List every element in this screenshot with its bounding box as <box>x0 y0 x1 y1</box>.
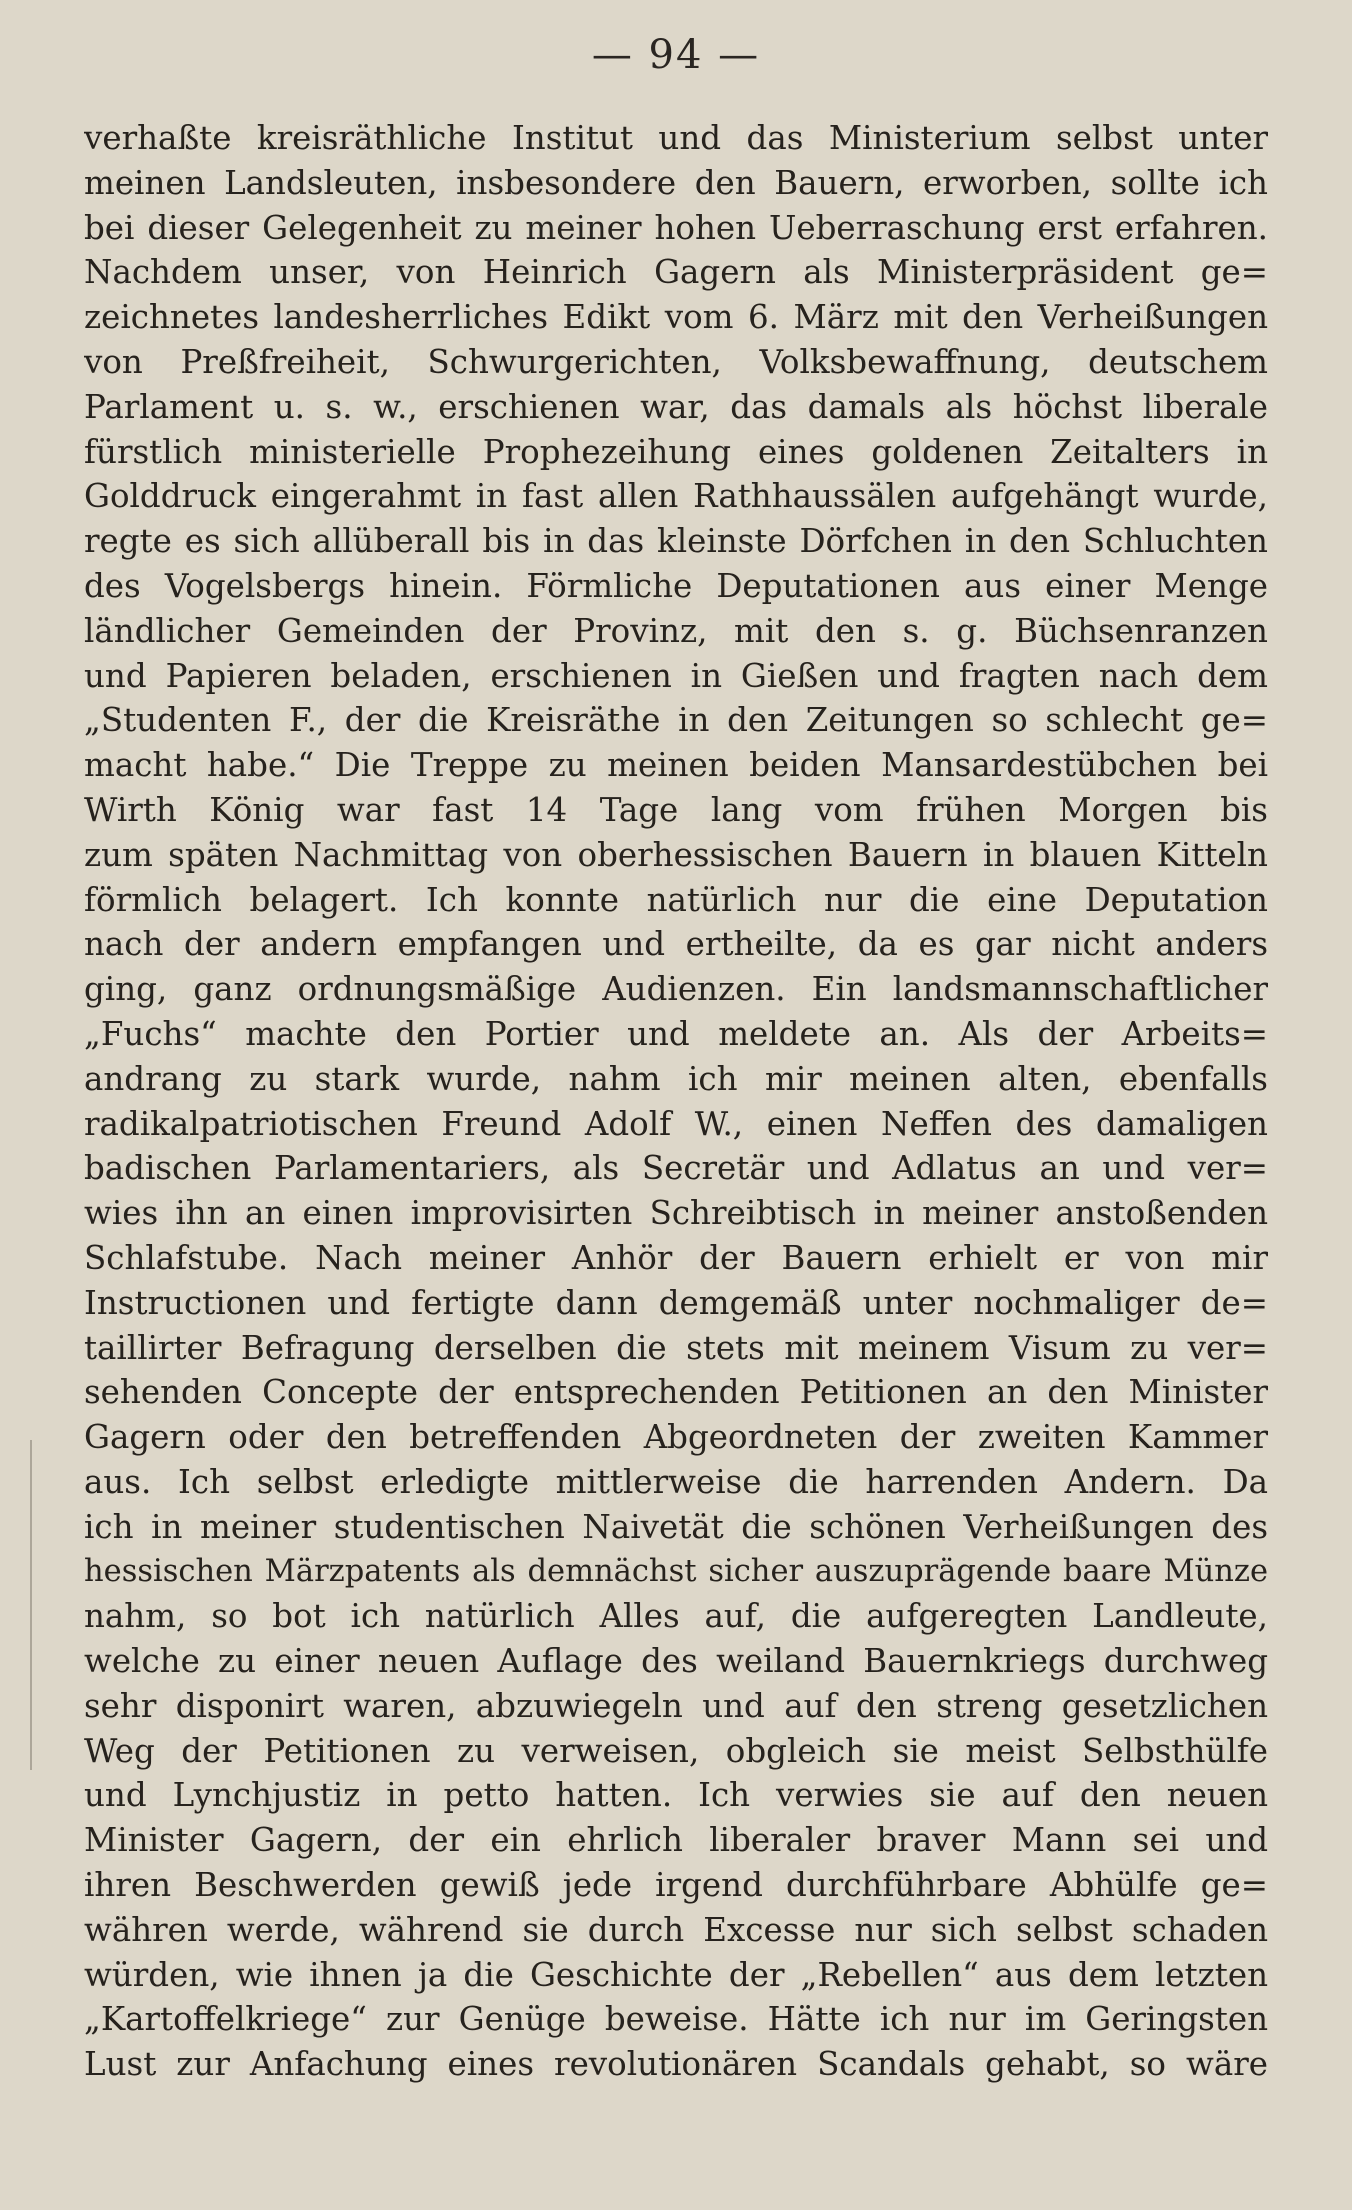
text-line: zum späten Nachmittag von oberhessischen Bauern in blauen Kitteln <box>84 835 1268 874</box>
text-line: „Kartoffelkriege“ zur Genüge beweise. Hätte ich nur im Geringsten <box>84 2000 1268 2039</box>
text-line: nach der andern empfangen und ertheilte, da es gar nicht anders <box>84 925 1268 964</box>
text-line: Nachdem unser, von Heinrich Gagern als Ministerpräsident ge= <box>84 253 1268 292</box>
text-line: macht habe.“ Die Treppe zu meinen beiden Mansardestübchen bei <box>84 746 1268 785</box>
text-line: taillirter Befragung derselben die stets mit meinem Visum zu ver= <box>84 1328 1268 1367</box>
text-line: hessischen Märzpatents als demnächst sicher auszuprägende baare Münze <box>84 1553 1268 1589</box>
text-line: badischen Parlamentariers, als Secretär und Adlatus an und ver= <box>84 1149 1268 1188</box>
text-line: radikalpatriotischen Freund Adolf W., einen Neffen des damaligen <box>84 1104 1268 1143</box>
page-number: — 94 — <box>591 32 761 78</box>
text-line: zeichnetes landesherrliches Edikt vom 6. März mit den Verheißungen <box>84 298 1268 337</box>
text-line: Parlament u. s. w., erschienen war, das damals als höchst liberale <box>84 387 1268 426</box>
text-line: Instructionen und fertigte dann demgemäß unter nochmaliger de= <box>84 1283 1268 1322</box>
text-line: regte es sich allüberall bis in das kleinste Dörfchen in den Schluchten <box>84 522 1268 561</box>
text-line: Gagern oder den betreffenden Abgeordneten der zweiten Kammer <box>84 1418 1268 1457</box>
text-line: welche zu einer neuen Auflage des weiland Bauernkriegs durchweg <box>84 1642 1268 1681</box>
text-line: ich in meiner studentischen Naivetät die schönen Verheißungen des <box>84 1507 1268 1546</box>
text-line: von Preßfreiheit, Schwurgerichten, Volksbewaffnung, deutschem <box>84 342 1268 381</box>
text-line: Weg der Petitionen zu verweisen, obgleich sie meist Selbsthülfe <box>84 1731 1268 1770</box>
text-line: sehenden Concepte der entsprechenden Petitionen an den Minister <box>84 1373 1268 1412</box>
text-line: verhaßte kreisräthliche Institut und das Ministerium selbst unter <box>84 119 1268 157</box>
text-line: „Fuchs“ machte den Portier und meldete an. Als der Arbeits= <box>84 1014 1268 1053</box>
text-line: ländlicher Gemeinden der Provinz, mit den s. g. Büchsenranzen <box>84 611 1268 650</box>
text-line: ihren Beschwerden gewiß jede irgend durchführbare Abhülfe ge= <box>84 1866 1268 1905</box>
margin-pencil-mark <box>30 1440 32 1770</box>
text-line: ging, ganz ordnungsmäßige Audienzen. Ein landsmannschaftlicher <box>84 970 1268 1009</box>
text-line: und Papieren beladen, erschienen in Gießen und fragten nach dem <box>84 656 1268 695</box>
text-line: Wirth König war fast 14 Tage lang vom frühen Morgen bis <box>84 790 1268 829</box>
text-line: bei dieser Gelegenheit zu meiner hohen Ueberraschung erst erfahren. <box>84 208 1268 247</box>
text-line: Schlafstube. Nach meiner Anhör der Bauern erhielt er von mir <box>84 1238 1268 1277</box>
text-line: Golddruck eingerahmt in fast allen Rathhaussälen aufgehängt wurde, <box>84 477 1268 516</box>
text-line: nahm, so bot ich natürlich Alles auf, die aufgeregten Landleute, <box>84 1597 1268 1636</box>
text-line: wies ihn an einen improvisirten Schreibtisch in meiner anstoßenden <box>84 1194 1268 1233</box>
text-line: „Studenten F., der die Kreisräthe in den Zeitungen so schlecht ge= <box>84 701 1268 740</box>
text-line: und Lynchjustiz in petto hatten. Ich verwies sie auf den neuen <box>84 1776 1268 1815</box>
text-line: würden, wie ihnen ja die Geschichte der „Rebellen“ aus dem letzten <box>84 1955 1268 1994</box>
text-line: währen werde, während sie durch Excesse nur sich selbst schaden <box>84 1910 1268 1949</box>
text-line: förmlich belagert. Ich konnte natürlich nur die eine Deputation <box>84 880 1268 919</box>
text-line: des Vogelsbergs hinein. Förmliche Deputationen aus einer Menge <box>84 566 1268 605</box>
text-line: Lust zur Anfachung eines revolutionären Scandals gehabt, so wäre <box>84 2045 1268 2084</box>
text-line: aus. Ich selbst erledigte mittlerweise die harrenden Andern. Da <box>84 1462 1268 1501</box>
text-line: Minister Gagern, der ein ehrlich liberaler braver Mann sei und <box>84 1821 1268 1860</box>
text-line: sehr disponirt waren, abzuwiegeln und auf den streng gesetzlichen <box>84 1686 1268 1725</box>
text-line: meinen Landsleuten, insbesondere den Bauern, erworben, sollte ich <box>84 163 1268 202</box>
text-line: fürstlich ministerielle Prophezeihung eines goldenen Zeitalters in <box>84 432 1268 471</box>
text-line: andrang zu stark wurde, nahm ich mir meinen alten, ebenfalls <box>84 1059 1268 1098</box>
body-text <box>84 116 1268 2087</box>
